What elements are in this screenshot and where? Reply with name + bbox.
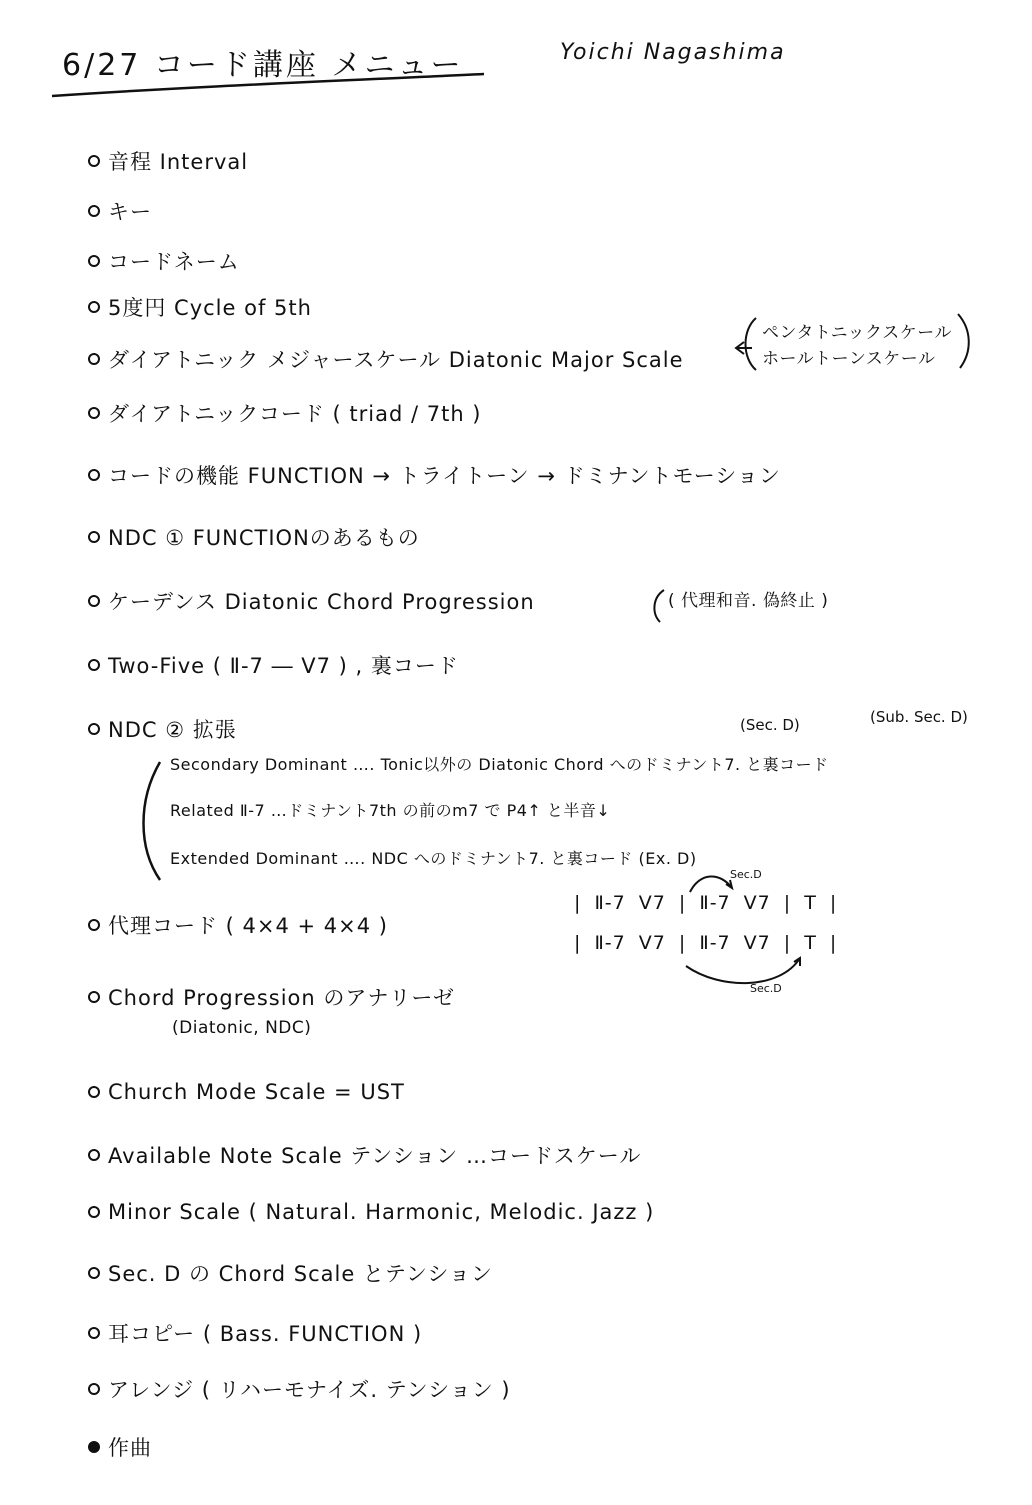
menu-item-text: NDC ② 拡張 [108,718,237,742]
bullet-icon [88,659,100,671]
bullet-icon [88,407,100,419]
bullet-icon [88,255,100,267]
menu-item-chord-function [88,460,781,490]
menu-item-ear-copy [88,1318,422,1348]
bullet-icon [88,1441,100,1453]
bullet-icon [88,1267,100,1279]
menu-item-text: 5度円 Cycle of 5th [108,296,312,320]
menu-item-key [88,196,152,226]
menu-item-analysis [88,982,455,1012]
menu-item-text: Chord Progression のアナリーゼ [108,986,455,1010]
menu-item-minor-scale [88,1200,654,1224]
menu-item-church-mode [88,1080,405,1104]
menu-item-text: 耳コピー ( Bass. FUNCTION ) [108,1322,423,1346]
prog-arrow-top [690,876,732,892]
scale-note-whole-tone: ホールトーンスケール [762,349,936,369]
menu-item-text: Sec. D の Chord Scale とテンション [108,1262,493,1286]
menu-item-text: アレンジ ( リハーモナイズ. テンション ) [108,1378,511,1402]
menu-item-text: ダイアトニック メジャースケール Diatonic Major Scale [108,348,684,372]
menu-item-text: Available Note Scale テンション …コードスケール [108,1144,642,1168]
scale-note-bracket-left [746,318,757,370]
menu-item-chord-name [88,246,240,276]
bullet-icon [88,1206,100,1218]
scale-note-pentatonic: ペンタトニックスケール [762,323,952,343]
menu-item-interval [88,146,248,176]
bullet-icon [88,155,100,167]
related-ii-note: Related Ⅱ-7 …ドミナント7th の前のm7 で P4↑ と半音↓ [170,801,611,820]
scale-note-arrow [736,342,752,354]
bullet-icon [88,1327,100,1339]
extended-dominant-note: Extended Dominant …. NDC へのドミナント7. と裏コード (Ex. D) [170,849,697,868]
prog-label-top: Sec.D [730,868,762,881]
page-title: 6/27 コード講座 メニュー [62,48,464,83]
menu-item-cadence [88,586,535,616]
menu-item-sec-d-chord-scale [88,1258,493,1288]
sec-d-label: (Sec. D) [740,716,800,734]
secondary-dominant-note: Secondary Dominant …. Tonic以外の Diatonic Chord へのドミナント7. と裏コード [170,755,829,774]
menu-item-diatonic-major-scale [88,344,684,374]
menu-item-text: コードの機能 FUNCTION → トライトーン → ドミナントモーション [108,464,781,488]
bullet-icon [88,469,100,481]
title-underline [52,74,484,96]
author-name: Yoichi Nagashima [560,40,786,65]
bullet-icon [88,595,100,607]
bullet-icon [88,301,100,313]
scale-note-bracket-right [958,314,969,368]
menu-item-ndc-2 [88,714,237,744]
sub-sec-d-label: (Sub. Sec. D) [870,708,968,726]
bullet-icon [88,1383,100,1395]
menu-item-text: コードネーム [108,250,240,274]
menu-item-text: 作曲 [108,1436,152,1460]
menu-item-cycle-of-fifths [88,292,312,322]
progression-line-2: | Ⅱ-7 Ⅴ7 | Ⅱ-7 Ⅴ7 | T | [574,932,838,954]
bullet-icon [88,353,100,365]
menu-item-text: ケーデンス Diatonic Chord Progression [108,590,535,614]
bullet-icon [88,919,100,931]
progression-line-1: | Ⅱ-7 Ⅴ7 | Ⅱ-7 Ⅴ7 | T | [574,892,838,914]
menu-item-text: キー [108,200,152,224]
menu-item-substitute-chord [88,910,388,940]
analysis-subnote: (Diatonic, NDC) [172,1018,312,1038]
bullet-icon [88,991,100,1003]
ndc2-bracket [144,762,161,880]
prog-label-bottom: Sec.D [750,982,782,995]
cadence-bracket [654,590,664,622]
menu-item-text: Church Mode Scale = UST [108,1080,405,1104]
bullet-icon [88,1149,100,1161]
bullet-icon [88,723,100,735]
menu-item-ndc-1 [88,522,420,552]
menu-item-text: ダイアトニックコード ( triad / 7th ) [108,402,482,426]
menu-item-text: 音程 Interval [108,150,249,174]
bullet-icon [88,1086,100,1098]
menu-item-composition [88,1432,152,1462]
menu-item-text: 代理コード ( 4×4 + 4×4 ) [108,914,388,938]
cadence-note: ( 代理和音. 偽終止 ) [668,591,829,611]
menu-item-text: Minor Scale ( Natural. Harmonic, Melodic. Jazz ) [108,1200,655,1224]
menu-item-two-five [88,650,459,680]
menu-item-text: NDC ① FUNCTIONのあるもの [108,526,420,550]
menu-item-text: Two-Five ( Ⅱ-7 ― Ⅴ7 ) , 裏コード [108,654,459,678]
menu-item-diatonic-chord [88,398,482,428]
menu-item-arrange [88,1374,511,1404]
bullet-icon [88,205,100,217]
bullet-icon [88,531,100,543]
menu-item-available-note-scale [88,1140,641,1170]
prog-arrow-bottom [686,958,800,983]
